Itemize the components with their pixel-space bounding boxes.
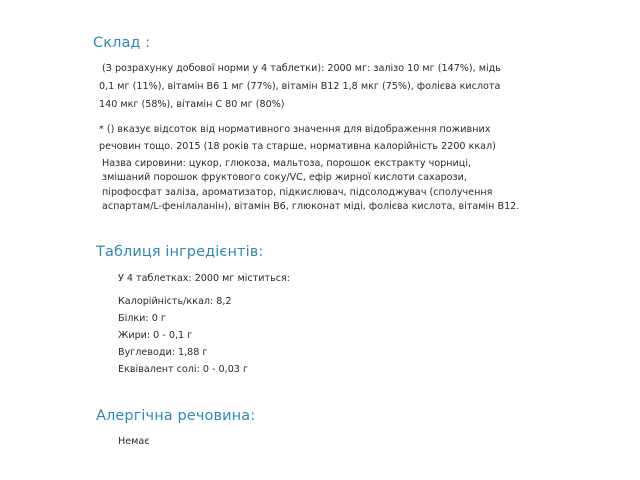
ingredients-table-heading: Таблиця інгредієнтів:: [96, 244, 264, 260]
dosage-line-2: 0,1 мг (11%), вітамін B6 1 мг (77%), вітамін B12 1,8 мкг (75%), фолієва кислота: [99, 81, 501, 92]
nutrition-row-protein: Білки: 0 г: [118, 313, 166, 324]
nutrition-row-calories: Калорійність/ккал: 8,2: [118, 296, 232, 307]
raw-materials-line-3: пірофосфат заліза, ароматизатор, підкислювач, підсолоджувач (сполучення: [102, 187, 493, 198]
raw-materials-line-2: змішаний порошок фруктового соку/VC, ефір жирної кислоти сахарози,: [102, 172, 467, 183]
raw-materials-line-4: аспартам/L-фенілаланін), вітамін B6, глюконат міді, фолієва кислота, вітамін B12.: [102, 201, 520, 212]
allergen-value: Немає: [118, 436, 150, 447]
dosage-line-1: (З розрахунку добової норми у 4 таблетки): 2000 мг: залізо 10 мг (147%), мідь: [102, 63, 501, 74]
allergen-heading: Алергічна речовина:: [96, 408, 256, 424]
nutrition-row-salt: Еквівалент солі: 0 - 0,03 г: [118, 364, 248, 375]
dosage-line-3: 140 мкг (58%), вітамін C 80 мг (80%): [99, 99, 285, 110]
raw-materials-line-1: Назва сировини: цукор, глюкоза, мальтоза, порошок екстракту чорниці,: [102, 158, 472, 169]
ingredients-intro: У 4 таблетках: 2000 мг міститься:: [118, 273, 291, 284]
footnote-line-2: речовин тощо. 2015 (18 років та старше, нормативна калорійність 2200 ккал): [99, 141, 496, 152]
composition-heading: Склад :: [93, 35, 151, 51]
nutrition-row-carbohydrates: Вуглеводи: 1,88 г: [118, 347, 208, 358]
nutrition-row-fat: Жири: 0 - 0,1 г: [118, 330, 193, 341]
footnote-line-1: * () вказує відсоток від нормативного значення для відображення поживних: [99, 124, 491, 135]
